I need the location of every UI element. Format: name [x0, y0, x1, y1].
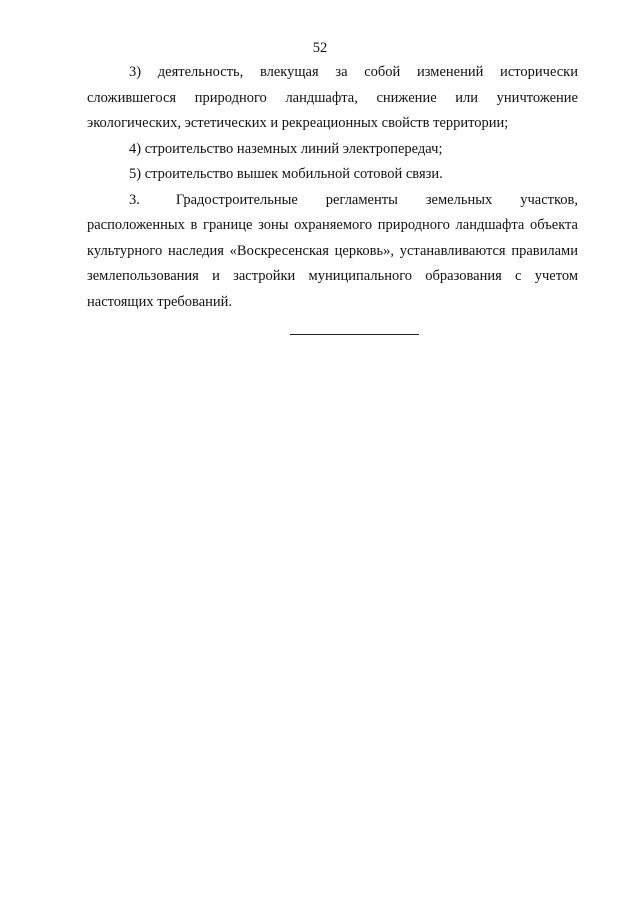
paragraph-item-4: 4) строительство наземных линий электропередач;: [129, 140, 443, 157]
paragraph-item-5: 5) строительство вышек мобильной сотовой связи.: [129, 166, 443, 182]
page-number: 52: [312, 40, 328, 56]
numbered-paragraph-lead: Градостроительные регламенты земельных участков,: [175, 191, 578, 208]
paragraph-number: 3.: [129, 191, 140, 208]
paragraph-item-3: 3) деятельность, влекущая за собой изменений исторически сложившегося природного ландшафта, снижение или уничтожение экологических, эстетических и рекреационных свойств территории;: [87, 64, 578, 131]
numbered-paragraph-first-line: [87, 188, 578, 214]
document-body: [87, 60, 578, 315]
end-of-text-rule: [290, 334, 419, 335]
numbered-paragraph-text: расположенных в границе зоны охраняемого природного ландшафта объекта культурного наследия «Воскресенская церковь», устанавливаются правилами землепользования и застройки муниципального образования с учетом настоящих требований.: [87, 217, 578, 310]
